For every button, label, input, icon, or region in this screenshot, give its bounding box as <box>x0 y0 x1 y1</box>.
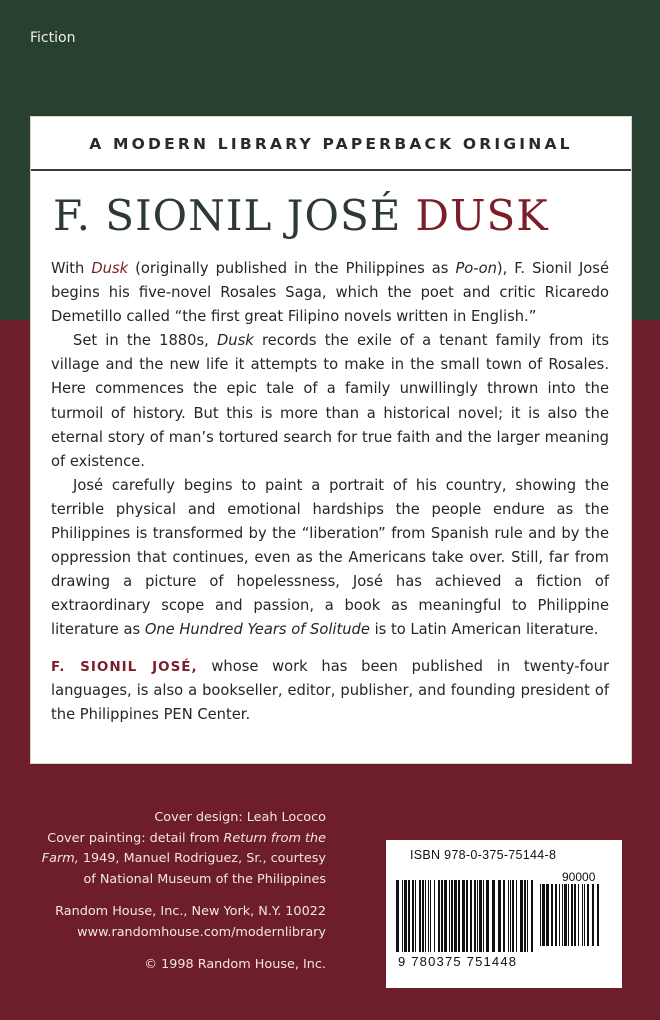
paragraph-2 <box>51 329 609 474</box>
title-emphasis: Dusk <box>217 332 254 350</box>
author-bio <box>51 655 609 727</box>
barcode-bar <box>454 880 457 952</box>
barcode-bar <box>486 880 489 952</box>
barcode-bar <box>402 880 403 952</box>
barcode-bar <box>542 884 545 946</box>
barcode-bar <box>559 884 560 946</box>
credits-block <box>6 808 326 976</box>
barcode-bar <box>396 880 399 952</box>
ean-digits: 9 780375 751448 <box>398 954 518 969</box>
genre-label: Fiction <box>30 30 76 46</box>
barcode-bar <box>568 884 569 946</box>
barcode-bar <box>562 884 563 946</box>
bio-author-name: F. SIONIL JOSÉ, <box>51 658 198 675</box>
author-name: F. SIONIL JOSÉ <box>53 191 402 240</box>
barcode-bar <box>498 880 501 952</box>
text-run: (originally published in the Philippines as <box>128 260 456 277</box>
barcode-bar <box>582 884 583 946</box>
text-run: 1949, Manuel Rodriguez, Sr., courtesy <box>78 851 326 866</box>
barcode-bar <box>438 880 440 952</box>
barcode-bar <box>477 880 478 952</box>
cover-painting-credit-line-3: of National Museum of the Philippines <box>83 871 326 887</box>
barcode-bar <box>546 884 549 946</box>
barcode-bar <box>408 880 410 952</box>
barcode-bar <box>510 880 511 952</box>
barcode-bar <box>422 880 424 952</box>
barcode-bar <box>451 880 453 952</box>
title-emphasis: One Hundred Years of Solitude <box>144 621 370 639</box>
barcode-bar <box>483 880 484 952</box>
barcode-bar <box>462 880 465 952</box>
barcode-bar <box>540 884 541 946</box>
copyright-notice: © 1998 Random House, Inc. <box>144 957 326 972</box>
series-line: A MODERN LIBRARY PAPERBACK ORIGINAL <box>89 135 573 153</box>
title-row <box>53 191 613 240</box>
text-run: Set in the 1880s, <box>73 332 217 350</box>
paragraph-1 <box>51 257 609 329</box>
barcode-bar <box>449 880 450 952</box>
description-panel <box>30 116 632 764</box>
book-title: DUSK <box>415 191 549 240</box>
painting-title: Return from the <box>223 830 326 846</box>
barcode-bar <box>428 880 429 952</box>
barcode-bar <box>474 880 476 952</box>
ean-barcode-icon <box>396 880 536 952</box>
barcode-label <box>386 840 622 988</box>
title-emphasis: Dusk <box>91 260 129 277</box>
barcode-bar <box>425 880 426 952</box>
barcode-bar <box>564 884 567 946</box>
barcode-bar <box>412 880 414 952</box>
barcode-bar <box>430 880 431 952</box>
barcode-bar <box>470 880 472 952</box>
barcode-bar <box>512 880 514 952</box>
barcode-bar <box>466 880 468 952</box>
barcode-bar <box>584 884 585 946</box>
barcode-bar <box>555 884 557 946</box>
publisher-address: Random House, Inc., New York, N.Y. 10022 <box>55 904 326 919</box>
isbn-number: ISBN 978-0-375-75144-8 <box>410 848 557 862</box>
barcode-bar <box>531 880 533 952</box>
barcode-bar <box>592 884 594 946</box>
text-run: José carefully begins to paint a portrait of his country, showing the terrible physical and emotional hardships the people endure as the Philippines is transformed by the “liberation” from Spanish rule and by the oppression that continues, even as the Americans take over. Still, far from drawing a picture of hopelessness, José has achieved a fiction of extraordinary scope and passion, a book as meaningful to Philippine literature as <box>51 476 609 639</box>
paragraph-3 <box>51 474 609 643</box>
barcode-bar <box>508 880 509 952</box>
text-run: ), F. Sionil José begins his five-novel Rosales Saga, which the poet and critic Ricaredo Demetillo called “the first great Filipino novels written in English.” <box>51 260 609 326</box>
blurb-text <box>51 257 609 727</box>
price-addon-barcode-icon <box>540 884 604 946</box>
cover-painting-credit-line-2 <box>6 849 326 870</box>
text-run: Cover painting: detail from <box>47 830 224 846</box>
cover-design-credit: Cover design: Leah Lococo <box>154 810 326 825</box>
barcode-bar <box>587 884 589 946</box>
text-run: records the exile of a tenant family from its village and the new life it attempts to make in the small town of Rosales. Here commences the epic tale of a family unwillingly thrown into the turmoil of history. But this is more than a historical novel; it is also the eternal story of man’s tortured search for true faith and the larger meaning of existence. <box>51 332 609 470</box>
barcode-bar <box>597 884 599 946</box>
barcode-bar <box>524 880 526 952</box>
barcode-bar <box>503 880 505 952</box>
barcode-bar <box>404 880 407 952</box>
barcode-bar <box>551 884 553 946</box>
barcode-bar <box>516 880 517 952</box>
barcode-bar <box>419 880 421 952</box>
painting-title: Farm, <box>41 851 79 866</box>
publisher-website[interactable]: www.randomhouse.com/modernlibrary <box>77 924 326 940</box>
barcode-bar <box>527 880 528 952</box>
barcode-bar <box>571 884 573 946</box>
barcode-bar <box>520 880 523 952</box>
barcode-bar <box>574 884 576 946</box>
barcode-bar <box>578 884 579 946</box>
text-run: With <box>51 260 92 277</box>
barcode-bar <box>444 880 447 952</box>
barcode-bar <box>434 880 435 952</box>
cover-painting-credit-line-1 <box>6 829 326 850</box>
text-run: is to Latin American literature. <box>369 621 599 639</box>
barcode-bar <box>458 880 460 952</box>
barcode-bar <box>479 880 482 952</box>
title-emphasis: Po-on <box>455 260 497 277</box>
barcode-bar <box>441 880 443 952</box>
barcode-bar <box>415 880 416 952</box>
price-code: 90000 <box>562 870 596 884</box>
text-run: whose work has been published in twenty-four languages, is also a bookseller, editor, publisher, and founding president of the Philippines PEN Center. <box>51 657 609 723</box>
barcode-bar <box>492 880 495 952</box>
divider <box>31 169 631 171</box>
